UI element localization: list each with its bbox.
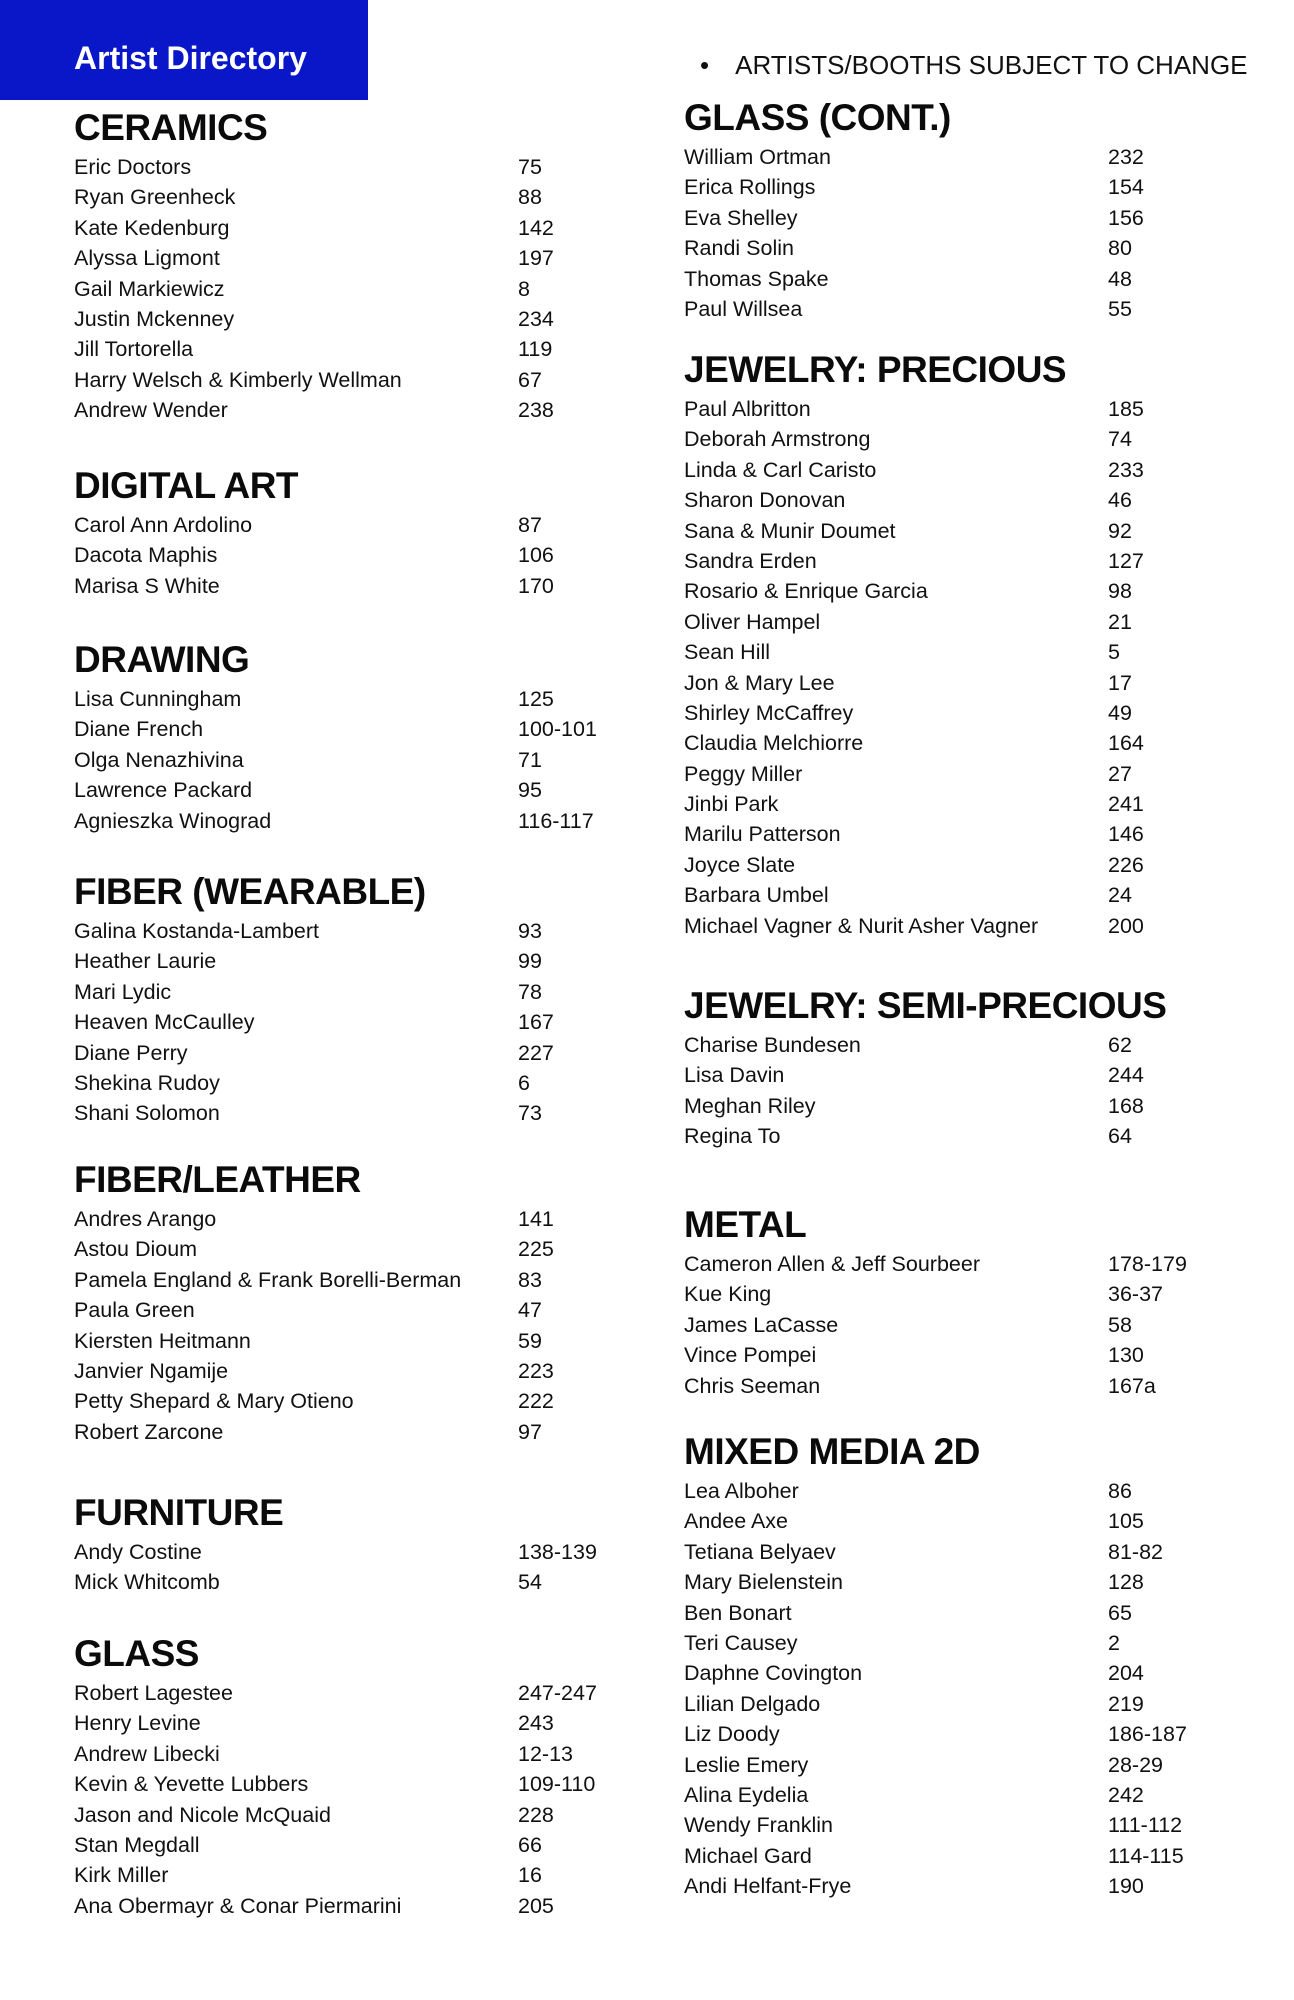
artist-name: Andi Helfant-Frye [684,1874,852,1899]
section-metal [684,1203,1284,1401]
directory-banner [0,0,368,100]
artist-row [684,698,1284,728]
booth-number: 225 [518,1237,554,1262]
booth-number: 24 [1108,883,1132,908]
booth-number: 71 [518,747,542,772]
section-heading: GLASS [74,1633,199,1674]
artist-row [684,759,1284,789]
artist-row [74,1234,614,1264]
artist-name: Pamela England & Frank Borelli-Berman [74,1267,462,1292]
booth-number: 66 [518,1832,542,1857]
artist-name: Gail Markiewicz [74,276,225,301]
artist-name: Shirley McCaffrey [684,700,854,725]
artist-row [684,485,1284,515]
artist-name: Kate Kedenburg [74,215,230,240]
artist-row [684,1810,1284,1840]
artist-name: Alyssa Ligmont [74,246,220,271]
artist-name: William Ortman [684,145,831,169]
artist-name: Shekina Rudoy [74,1070,220,1095]
artist-name: Paul Albritton [684,397,811,421]
booth-number: 242 [1108,1782,1144,1807]
booth-number: 142 [518,215,554,240]
artist-name: Paul Willsea [684,296,803,321]
booth-number: 111-112 [1108,1813,1183,1838]
artist-name: Robert Zarcone [74,1419,224,1444]
booth-number: 67 [518,367,542,392]
artist-name: Heaven McCaulley [74,1010,255,1035]
artist-name: Mary Bielenstein [684,1570,843,1595]
booth-number: 227 [518,1040,554,1065]
artist-name: Marisa S White [74,573,220,598]
artist-name: Andres Arango [74,1207,217,1231]
booth-number: 128 [1108,1570,1144,1595]
artist-row [74,571,614,601]
artist-name: Ryan Greenheck [74,185,236,210]
artist-row [684,424,1284,454]
artist-name: Justin Mckenney [74,306,235,331]
artist-row [684,1030,1284,1060]
section-mixed-media-2d [684,1430,1284,1901]
artist-name: Claudia Melchiorre [684,731,864,756]
artist-name: Sean Hill [684,640,771,665]
artist-name: Lisa Cunningham [74,687,242,711]
artist-row [74,1860,614,1890]
booth-number: 49 [1108,700,1132,725]
artist-name: Tetiana Belyaev [684,1539,836,1564]
artist-row [684,637,1284,667]
section-fiber-leather [74,1158,614,1447]
artist-name: Andrew Libecki [74,1741,220,1766]
booth-number: 58 [1108,1312,1132,1337]
artist-row [684,819,1284,849]
booth-number: 222 [518,1389,554,1414]
artist-row [684,233,1284,263]
booth-number: 106 [518,543,554,568]
booth-number: 100-101 [518,717,597,742]
artist-row [684,1340,1284,1370]
artist-name: Shani Solomon [74,1101,220,1126]
artist-name: Eric Doctors [74,155,192,179]
booth-number: 185 [1108,397,1144,421]
artist-row [684,607,1284,637]
artist-row [74,1295,614,1325]
artist-row [74,1356,614,1386]
artist-row [74,182,614,212]
booth-number: 95 [518,778,542,803]
booth-number: 55 [1108,296,1132,321]
booth-number: 119 [518,337,553,362]
artist-name: Charise Bundesen [684,1033,861,1057]
artist-row [684,1249,1284,1279]
booth-number: 156 [1108,205,1144,230]
artist-row [74,1417,614,1447]
booth-number: 87 [518,513,542,537]
artist-row [74,1678,614,1708]
artist-row [74,243,614,273]
artist-row [684,1750,1284,1780]
section-glass [74,1632,614,1921]
artist-name: Kevin & Yevette Lubbers [74,1772,309,1797]
artist-row [74,1800,614,1830]
artist-name: Diane Perry [74,1040,188,1065]
artist-row [684,1371,1284,1401]
artist-row [684,203,1284,233]
artist-row [684,1537,1284,1567]
artist-name: Sana & Munir Doumet [684,518,896,543]
booth-number: 141 [518,1207,554,1231]
booth-number: 114-115 [1108,1843,1184,1868]
booth-number: 65 [1108,1600,1132,1625]
booth-number: 170 [518,573,554,598]
artist-name: Olga Nenazhivina [74,747,244,772]
artist-row [74,1265,614,1295]
artist-row [74,1098,614,1128]
artist-row [74,1708,614,1738]
booth-number: 109-110 [518,1772,596,1797]
artist-name: Vince Pompei [684,1343,817,1368]
booth-number: 2 [1108,1630,1120,1655]
artist-name: Petty Shepard & Mary Otieno [74,1389,354,1414]
artist-row [684,1279,1284,1309]
artist-name: Astou Dioum [74,1237,198,1262]
booth-number: 226 [1108,852,1144,877]
artist-row [74,916,614,946]
artist-name: Lilian Delgado [684,1691,821,1716]
booth-number: 75 [518,155,542,179]
artist-row [74,684,614,714]
artist-name: Michael Vagner & Nurit Asher Vagner [684,913,1039,938]
booth-number: 234 [518,306,554,331]
artist-name: Joyce Slate [684,852,796,877]
artist-name: Regina To [684,1124,781,1149]
artist-row [684,294,1284,324]
artist-row [74,510,614,540]
artist-row [684,1567,1284,1597]
booth-number: 12-13 [518,1741,573,1766]
booth-number: 228 [518,1802,554,1827]
artist-name: Diane French [74,717,204,742]
booth-number: 138-139 [518,1540,597,1564]
booth-number: 223 [518,1358,554,1383]
artist-row [684,1310,1284,1340]
artist-name: Heather Laurie [74,949,217,974]
artist-row [74,1068,614,1098]
booth-number: 130 [1108,1343,1144,1368]
section-furniture [74,1491,614,1598]
artist-name: Janvier Ngamije [74,1358,229,1383]
booth-number: 92 [1108,518,1132,543]
artist-row [684,1719,1284,1749]
artist-row [74,274,614,304]
artist-row [684,1121,1284,1151]
booth-number: 16 [518,1863,542,1888]
artist-row [684,576,1284,606]
artist-name: Randi Solin [684,236,794,261]
artist-name: Rosario & Enrique Garcia [684,579,928,604]
booth-number: 233 [1108,457,1144,482]
artist-name: Robert Lagestee [74,1681,233,1705]
artist-row [74,1739,614,1769]
section-heading: DRAWING [74,639,250,680]
booth-number: 54 [518,1570,542,1595]
booth-number: 21 [1108,609,1132,634]
section-ceramics [74,106,614,426]
artist-row [684,1780,1284,1810]
artist-row [74,334,614,364]
booth-number: 86 [1108,1479,1132,1503]
section-fiber-wearable [74,870,614,1129]
artist-name: Marilu Patterson [684,822,841,847]
booth-number: 105 [1108,1509,1144,1534]
artist-name: Wendy Franklin [684,1813,833,1838]
booth-number: 64 [1108,1124,1132,1149]
banner-title: Artist Directory [74,40,307,76]
artist-row [74,714,614,744]
artist-row [684,911,1284,941]
booth-number: 80 [1108,236,1132,261]
booth-number: 74 [1108,427,1132,452]
artist-row [684,1091,1284,1121]
artist-name: Liz Doody [684,1722,780,1747]
booth-number: 243 [518,1711,554,1736]
section-glass-cont [684,96,1284,324]
section-heading: FIBER/LEATHER [74,1159,361,1200]
artist-row [74,304,614,334]
artist-name: Erica Rollings [684,175,816,200]
booth-number: 8 [518,276,530,301]
booth-number: 97 [518,1419,542,1444]
section-jewelry-semi-precious [684,984,1284,1152]
booth-number: 154 [1108,175,1144,200]
artist-name: Jon & Mary Lee [684,670,835,695]
artist-row [74,1567,614,1597]
booth-number: 93 [518,919,542,943]
artist-name: Paula Green [74,1298,195,1323]
artist-name: Jinbi Park [684,792,779,817]
artist-name: Teri Causey [684,1630,798,1655]
artist-row [74,775,614,805]
artist-name: Thomas Spake [684,266,829,291]
booth-number: 164 [1108,731,1144,756]
artist-row [74,1830,614,1860]
artist-name: Alina Eydelia [684,1782,809,1807]
booth-number: 78 [518,979,542,1004]
artist-row [684,516,1284,546]
artist-name: Mick Whitcomb [74,1570,220,1595]
artist-row [684,1476,1284,1506]
booth-number: 73 [518,1101,542,1126]
artist-name: Oliver Hampel [684,609,821,634]
artist-row [684,728,1284,758]
booth-number: 204 [1108,1661,1144,1686]
artist-name: Chris Seeman [684,1373,821,1398]
artist-row [684,1060,1284,1090]
booth-number: 205 [518,1893,554,1918]
artist-name: Deborah Armstrong [684,427,871,452]
booth-number: 200 [1108,913,1144,938]
artist-row [74,1007,614,1037]
booth-number: 99 [518,949,542,974]
booth-number: 5 [1108,640,1120,665]
artist-row [74,745,614,775]
artist-name: Andee Axe [684,1509,789,1534]
booth-number: 247-247 [518,1681,597,1705]
section-heading: MIXED MEDIA 2D [684,1431,980,1472]
artist-name: Linda & Carl Caristo [684,457,877,482]
artist-row [684,1628,1284,1658]
booth-number: 59 [518,1328,542,1353]
artist-row [74,365,614,395]
artist-name: Leslie Emery [684,1752,809,1777]
artist-name: Mari Lydic [74,979,172,1004]
booth-number: 127 [1108,548,1144,573]
section-heading: JEWELRY: PRECIOUS [684,349,1067,390]
booth-number: 167a [1108,1373,1156,1398]
artist-name: Lawrence Packard [74,778,253,803]
artist-name: Dacota Maphis [74,543,218,568]
artist-name: Andy Costine [74,1540,202,1564]
booth-number: 88 [518,185,542,210]
artist-row [684,1598,1284,1628]
booth-number: 190 [1108,1874,1144,1899]
notice-bullet: • [700,50,710,80]
booth-number: 146 [1108,822,1144,847]
booth-number: 167 [518,1010,554,1035]
artist-name: Meghan Riley [684,1093,816,1118]
artist-name: Kiersten Heitmann [74,1328,251,1353]
artist-row [74,977,614,1007]
booth-number: 36-37 [1108,1282,1163,1307]
artist-row [74,946,614,976]
booth-number: 178-179 [1108,1252,1187,1276]
artist-name: Daphne Covington [684,1661,863,1686]
artist-name: Cameron Allen & Jeff Sourbeer [684,1252,980,1276]
section-heading: FURNITURE [74,1492,284,1533]
artist-row [74,1326,614,1356]
section-drawing [74,638,614,836]
artist-row [684,1689,1284,1719]
artist-name: Galina Kostanda-Lambert [74,919,320,943]
artist-row [684,1658,1284,1688]
artist-row [74,1204,614,1234]
section-heading: CERAMICS [74,107,268,148]
section-heading: METAL [684,1204,807,1245]
booth-number: 46 [1108,488,1132,513]
booth-number: 232 [1108,145,1144,169]
artist-row [684,1841,1284,1871]
artist-row [74,1038,614,1068]
booth-number: 219 [1108,1691,1144,1716]
artist-row [684,668,1284,698]
section-heading: FIBER (WEARABLE) [74,871,426,912]
section-heading: GLASS (CONT.) [684,97,951,138]
artist-name: Jill Tortorella [74,337,194,362]
booth-number: 48 [1108,266,1132,291]
artist-name: Ana Obermayr & Conar Piermarini [74,1893,402,1918]
booth-number: 28-29 [1108,1752,1163,1777]
artist-name: Harry Welsch & Kimberly Wellman [74,367,402,392]
artist-row [684,394,1284,424]
booth-number: 27 [1108,761,1132,786]
artist-name: Henry Levine [74,1711,201,1736]
booth-number: 47 [518,1298,542,1323]
booth-number: 168 [1108,1093,1144,1118]
artist-row [74,213,614,243]
artist-name: Kue King [684,1282,772,1307]
artist-row [74,540,614,570]
artist-name: Carol Ann Ardolino [74,513,253,537]
artist-name: Lisa Davin [684,1063,785,1088]
booth-number: 83 [518,1267,542,1292]
section-heading: JEWELRY: SEMI-PRECIOUS [684,985,1167,1026]
artist-row [684,1871,1284,1901]
artist-row [74,1769,614,1799]
artist-name: Kirk Miller [74,1863,169,1888]
artist-name: Stan Megdall [74,1832,200,1857]
artist-row [684,172,1284,202]
booth-number: 62 [1108,1033,1132,1057]
booth-number: 241 [1108,792,1144,817]
artist-name: Barbara Umbel [684,883,829,908]
change-notice [700,50,1248,81]
artist-row [684,880,1284,910]
artist-name: Agnieszka Winograd [74,808,272,833]
artist-row [74,1386,614,1416]
artist-name: Sharon Donovan [684,488,846,513]
artist-name: Peggy Miller [684,761,803,786]
booth-number: 81-82 [1108,1539,1163,1564]
artist-row [684,264,1284,294]
section-digital-art [74,464,614,601]
booth-number: 6 [518,1070,530,1095]
booth-number: 197 [518,246,554,271]
booth-number: 186-187 [1108,1722,1187,1747]
booth-number: 116-117 [518,808,594,833]
booth-number: 125 [518,687,554,711]
artist-name: Andrew Wender [74,398,228,423]
artist-name: James LaCasse [684,1312,839,1337]
notice-text: ARTISTS/BOOTHS SUBJECT TO CHANGE [735,50,1248,80]
booth-number: 244 [1108,1063,1144,1088]
artist-row [74,1537,614,1567]
artist-row [74,806,614,836]
artist-row [74,1891,614,1921]
artist-row [74,395,614,425]
artist-name: Jason and Nicole McQuaid [74,1802,331,1827]
artist-row [684,455,1284,485]
booth-number: 98 [1108,579,1132,604]
artist-row [684,789,1284,819]
artist-name: Sandra Erden [684,548,817,573]
artist-name: Lea Alboher [684,1479,799,1503]
section-heading: DIGITAL ART [74,465,299,506]
artist-name: Michael Gard [684,1843,812,1868]
artist-name: Ben Bonart [684,1600,792,1625]
artist-row [684,850,1284,880]
booth-number: 238 [518,398,554,423]
booth-number: 17 [1108,670,1132,695]
artist-name: Eva Shelley [684,205,798,230]
artist-row [74,152,614,182]
artist-row [684,142,1284,172]
artist-row [684,1506,1284,1536]
artist-row [684,546,1284,576]
section-jewelry-precious [684,348,1284,941]
